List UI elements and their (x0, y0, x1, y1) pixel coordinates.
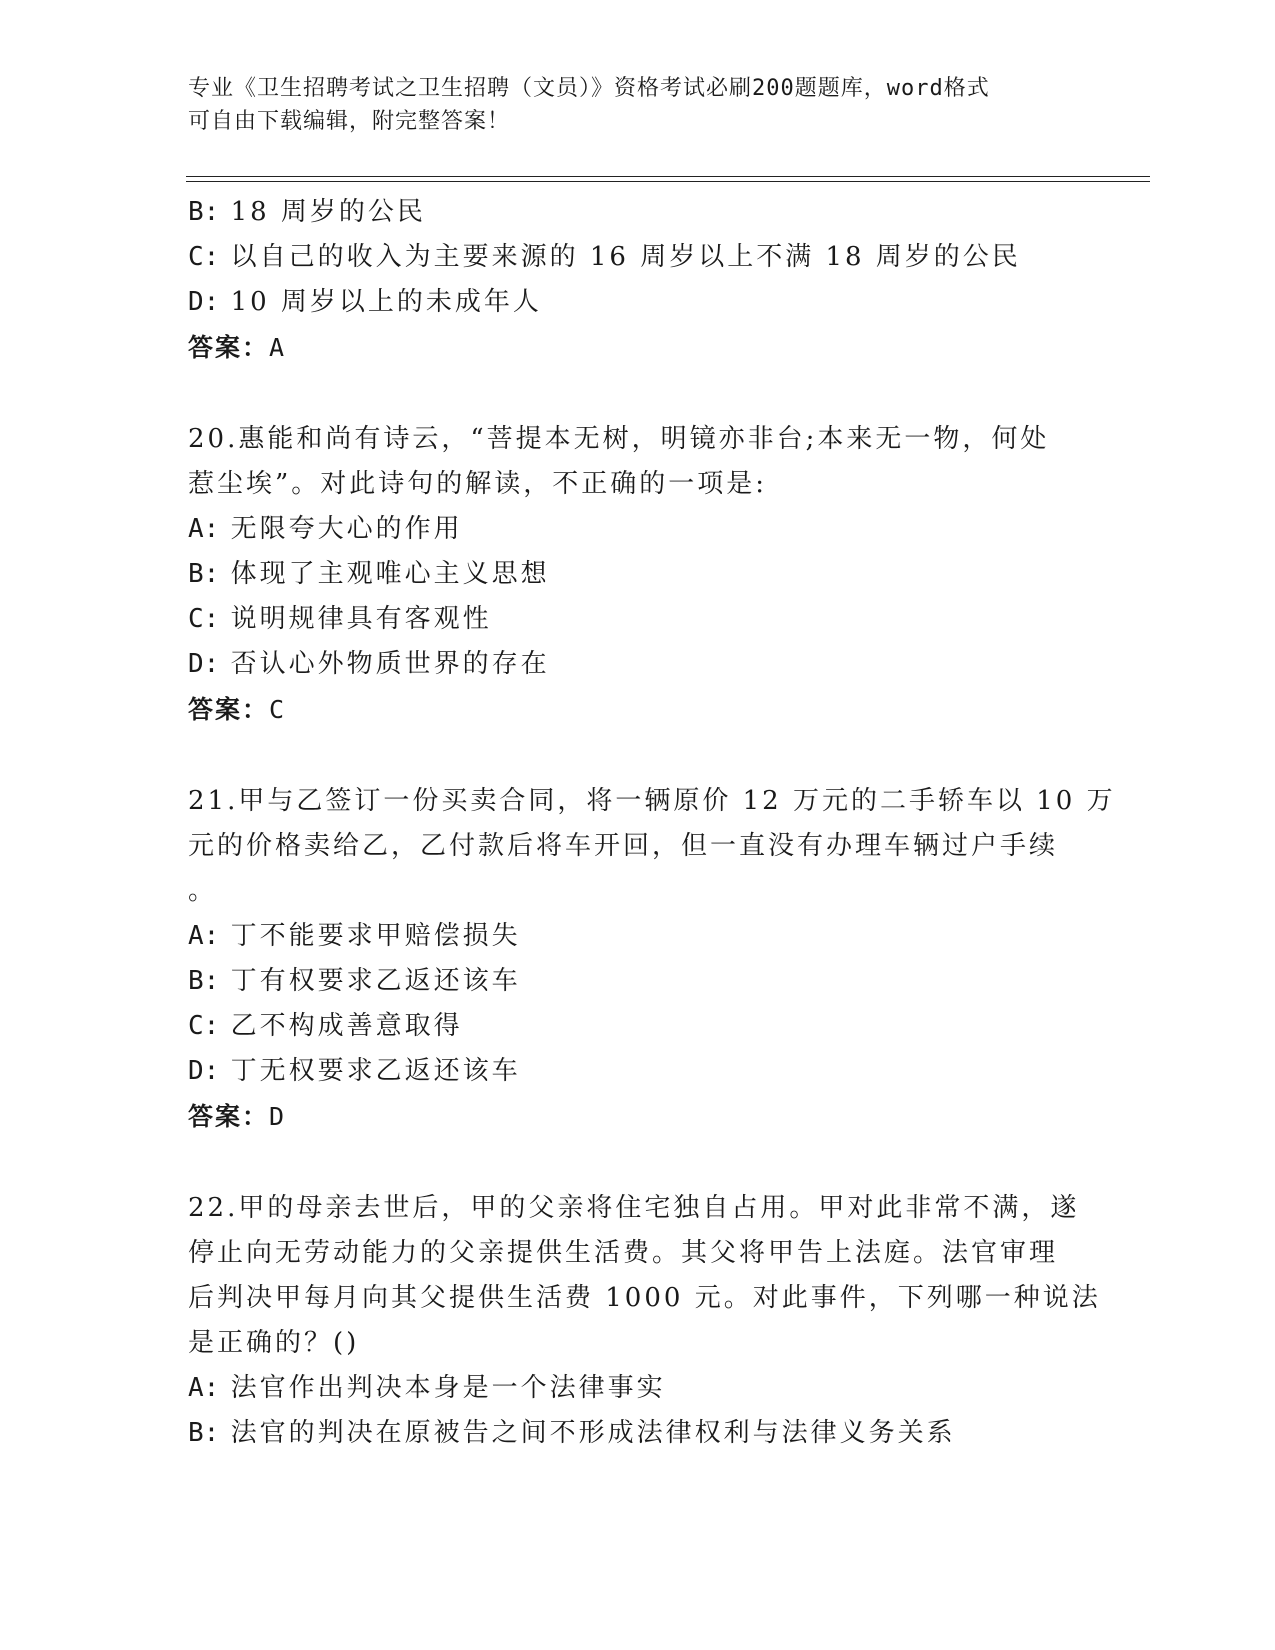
option-a: A: 法官作出判决本身是一个法律事实 (188, 1373, 666, 1403)
option-c: C: 说明规律具有客观性 (188, 604, 492, 634)
question-list (188, 190, 1116, 1456)
option-a: A: 丁不能要求甲赔偿损失 (188, 921, 521, 951)
option-a: A: 无限夸大心的作用 (188, 514, 463, 544)
option-b: B: 体现了主观唯心主义思想 (188, 559, 550, 589)
option-c: C: 以自己的收入为主要来源的 16 周岁以上不满 18 周岁的公民 (188, 242, 1021, 272)
header-line: 可自由下载编辑，附完整答案！ (188, 109, 511, 134)
header-divider (186, 176, 1150, 177)
option-b: B: 法官的判决在原被告之间不形成法律权利与法律义务关系 (188, 1418, 956, 1448)
option-d: D: 10 周岁以上的未成年人 (188, 287, 542, 317)
header-line: 专业《卫生招聘考试之卫生招聘（文员）》资格考试必刷200题题库，word格式 (188, 76, 990, 101)
header-divider (186, 181, 1150, 182)
option-d: D: 丁无权要求乙返还该车 (188, 1056, 521, 1086)
option-b: B: 丁有权要求乙返还该车 (188, 966, 521, 996)
question-text: 22.甲的母亲去世后，甲的父亲将住宅独自占用。甲对此非常不满，遂 停止向无劳动能力的父亲提供生活费。其父将甲告上法庭。法官审理 后判决甲每月向其父提供生活费 1000 元。对此事件，下列哪一种说法 是正确的？() (188, 1193, 1101, 1358)
answer-line: 答案：C (188, 695, 285, 724)
question-text: 21.甲与乙签订一份买卖合同，将一辆原价 12 万元的二手轿车以 10 万 元的价格卖给乙，乙付款后将车开回，但一直没有办理车辆过户手续 。 (188, 786, 1116, 906)
option-d: D: 否认心外物质世界的存在 (188, 649, 550, 679)
page-header (188, 72, 1088, 138)
question-20 (188, 417, 1088, 733)
question-22 (188, 1186, 1101, 1456)
question-19-tail (188, 190, 1088, 371)
option-c: C: 乙不构成善意取得 (188, 1011, 463, 1041)
answer-line: 答案：A (188, 333, 285, 362)
question-text: 20.惠能和尚有诗云，“菩提本无树，明镜亦非台;本来无一物，何处 惹尘埃”。对此诗句的解读，不正确的一项是: (188, 424, 1050, 499)
answer-line: 答案：D (188, 1102, 285, 1131)
option-b: B: 18 周岁的公民 (188, 197, 426, 227)
question-21 (188, 779, 1116, 1140)
